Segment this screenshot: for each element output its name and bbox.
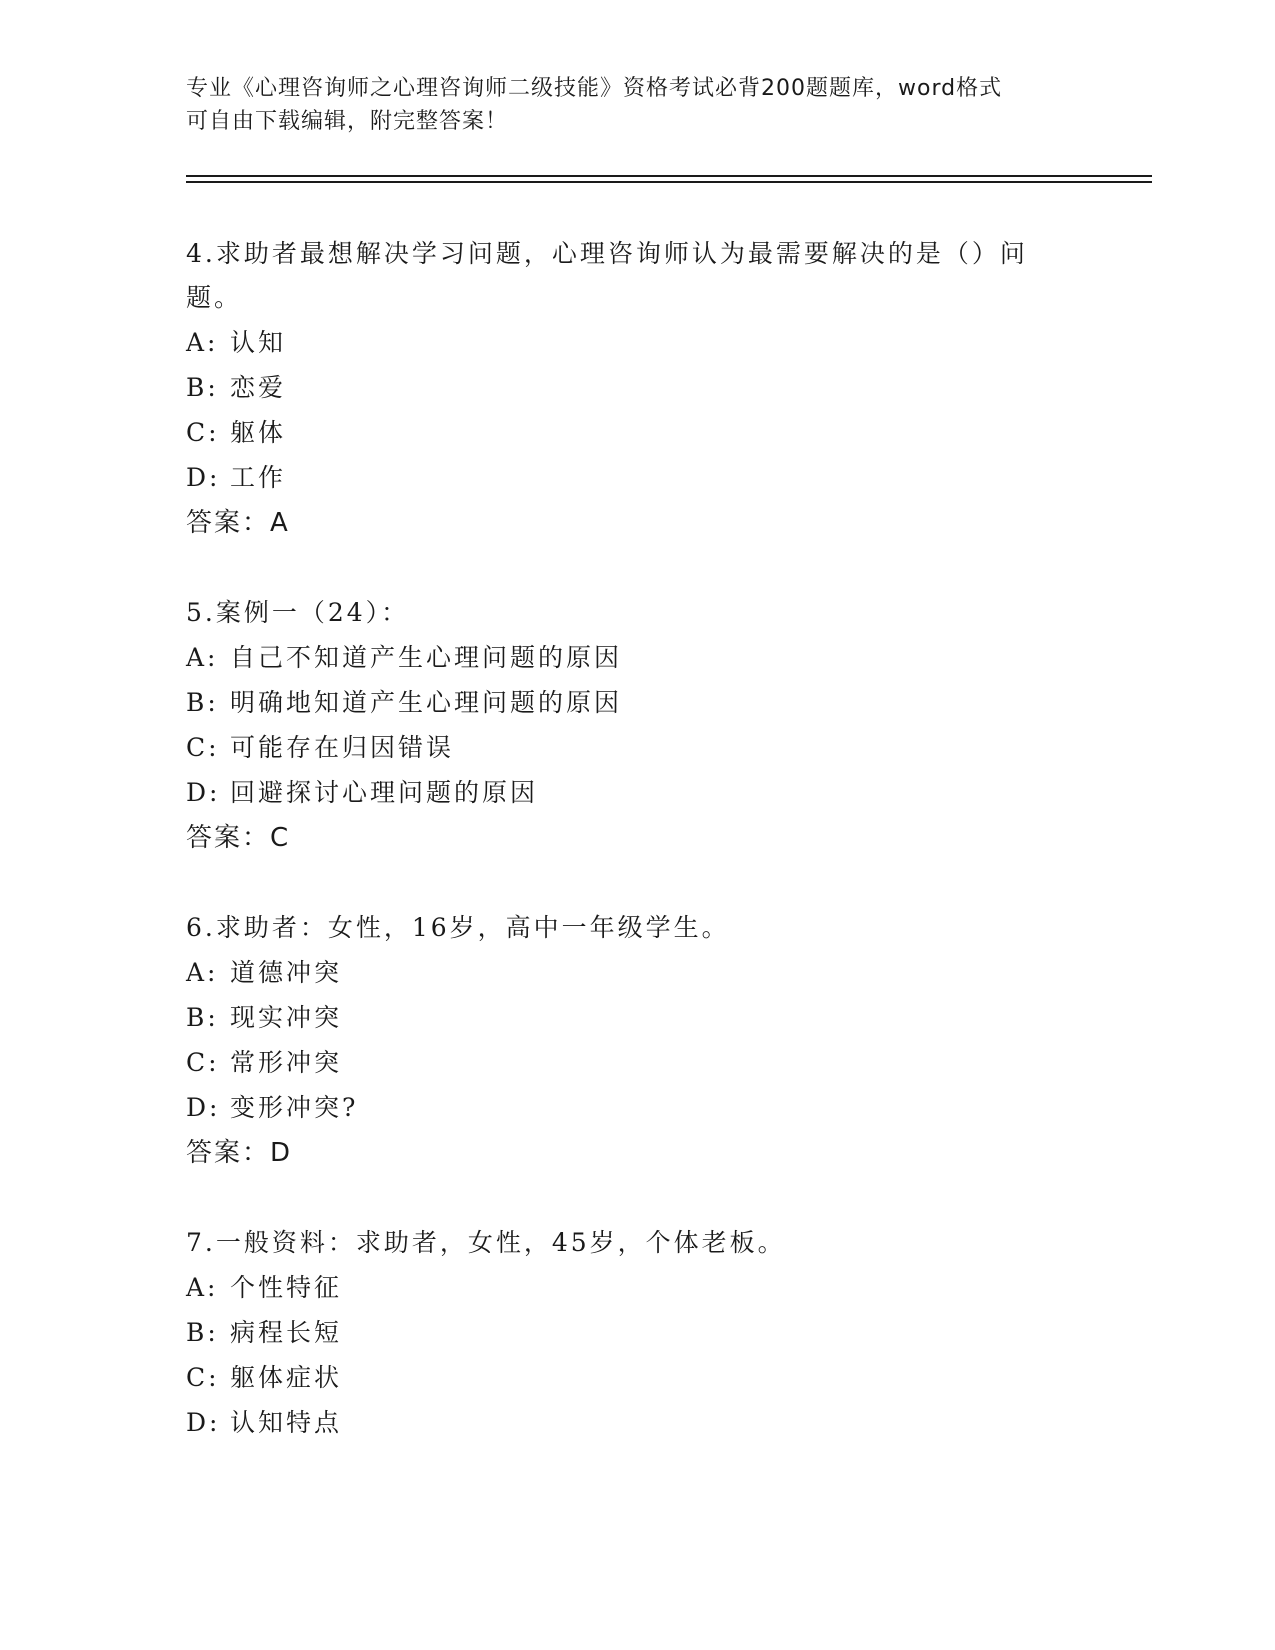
question-stem-line-1: 5.案例一（24）： (186, 598, 410, 627)
question-stem (186, 1221, 1086, 1265)
option-text: 躯体症状 (230, 1363, 343, 1392)
option-letter: A: (186, 1273, 219, 1302)
option-b (186, 680, 1086, 725)
option-a (186, 320, 1086, 365)
question-item (186, 591, 1086, 861)
option-a (186, 950, 1086, 995)
header-line-1: 专业《心理咨询师之心理咨询师二级技能》资格考试必背200题题库，word格式 (186, 76, 1003, 101)
question-stem (186, 591, 1086, 635)
option-letter: A: (186, 643, 219, 672)
option-c (186, 725, 1086, 770)
option-text: 认知 (230, 328, 287, 357)
option-b (186, 1310, 1086, 1355)
question-stem-line-2: 题。 (186, 283, 243, 312)
option-text: 自己不知道产生心理问题的原因 (230, 643, 623, 672)
option-a (186, 635, 1086, 680)
option-text: 变形冲突? (230, 1093, 359, 1122)
option-b (186, 995, 1086, 1040)
question-list (186, 232, 1086, 1490)
question-stem-line-1: 7.一般资料：求助者，女性，45岁，个体老板。 (186, 1228, 786, 1257)
option-letter: B: (186, 1318, 219, 1347)
answer-line: 答案：D (186, 1138, 293, 1168)
option-text: 明确地知道产生心理问题的原因 (230, 688, 623, 717)
option-b (186, 365, 1086, 410)
option-letter: D: (186, 1093, 221, 1122)
option-d (186, 770, 1086, 815)
option-letter: D: (186, 1408, 221, 1437)
option-letter: C: (186, 1363, 220, 1392)
option-letter: B: (186, 688, 219, 717)
option-text: 躯体 (230, 418, 287, 447)
option-c (186, 1355, 1086, 1400)
option-text: 认知特点 (230, 1408, 343, 1437)
question-item (186, 906, 1086, 1176)
option-d (186, 1085, 1086, 1130)
question-stem (186, 906, 1086, 950)
option-letter: D: (186, 463, 221, 492)
option-letter: D: (186, 778, 221, 807)
option-letter: A: (186, 958, 219, 987)
option-text: 回避探讨心理问题的原因 (230, 778, 539, 807)
option-d (186, 1400, 1086, 1445)
header-divider-bottom (186, 181, 1152, 183)
question-stem (186, 232, 1086, 320)
option-text: 工作 (230, 463, 287, 492)
option-text: 可能存在归因错误 (230, 733, 455, 762)
option-text: 常形冲突 (230, 1048, 343, 1077)
document-header (186, 72, 1066, 138)
header-divider-top (186, 175, 1152, 177)
option-text: 个性特征 (230, 1273, 343, 1302)
option-letter: C: (186, 1048, 220, 1077)
option-letter: B: (186, 373, 219, 402)
option-text: 道德冲突 (230, 958, 343, 987)
header-line-2: 可自由下载编辑，附完整答案！ (186, 109, 509, 134)
question-item (186, 232, 1086, 546)
option-letter: A: (186, 328, 219, 357)
question-stem-line-1: 6.求助者：女性，16岁，高中一年级学生。 (186, 913, 730, 942)
option-text: 病程长短 (230, 1318, 343, 1347)
option-a (186, 1265, 1086, 1310)
option-letter: C: (186, 733, 220, 762)
option-text: 现实冲突 (230, 1003, 343, 1032)
option-c (186, 1040, 1086, 1085)
answer-line: 答案：C (186, 823, 291, 853)
question-item (186, 1221, 1086, 1445)
option-c (186, 410, 1086, 455)
option-letter: C: (186, 418, 220, 447)
question-stem-line-1: 4.求助者最想解决学习问题，心理咨询师认为最需要解决的是（）问 (186, 239, 1028, 268)
answer-line: 答案：A (186, 508, 290, 538)
option-text: 恋爱 (230, 373, 287, 402)
option-letter: B: (186, 1003, 219, 1032)
option-d (186, 455, 1086, 500)
